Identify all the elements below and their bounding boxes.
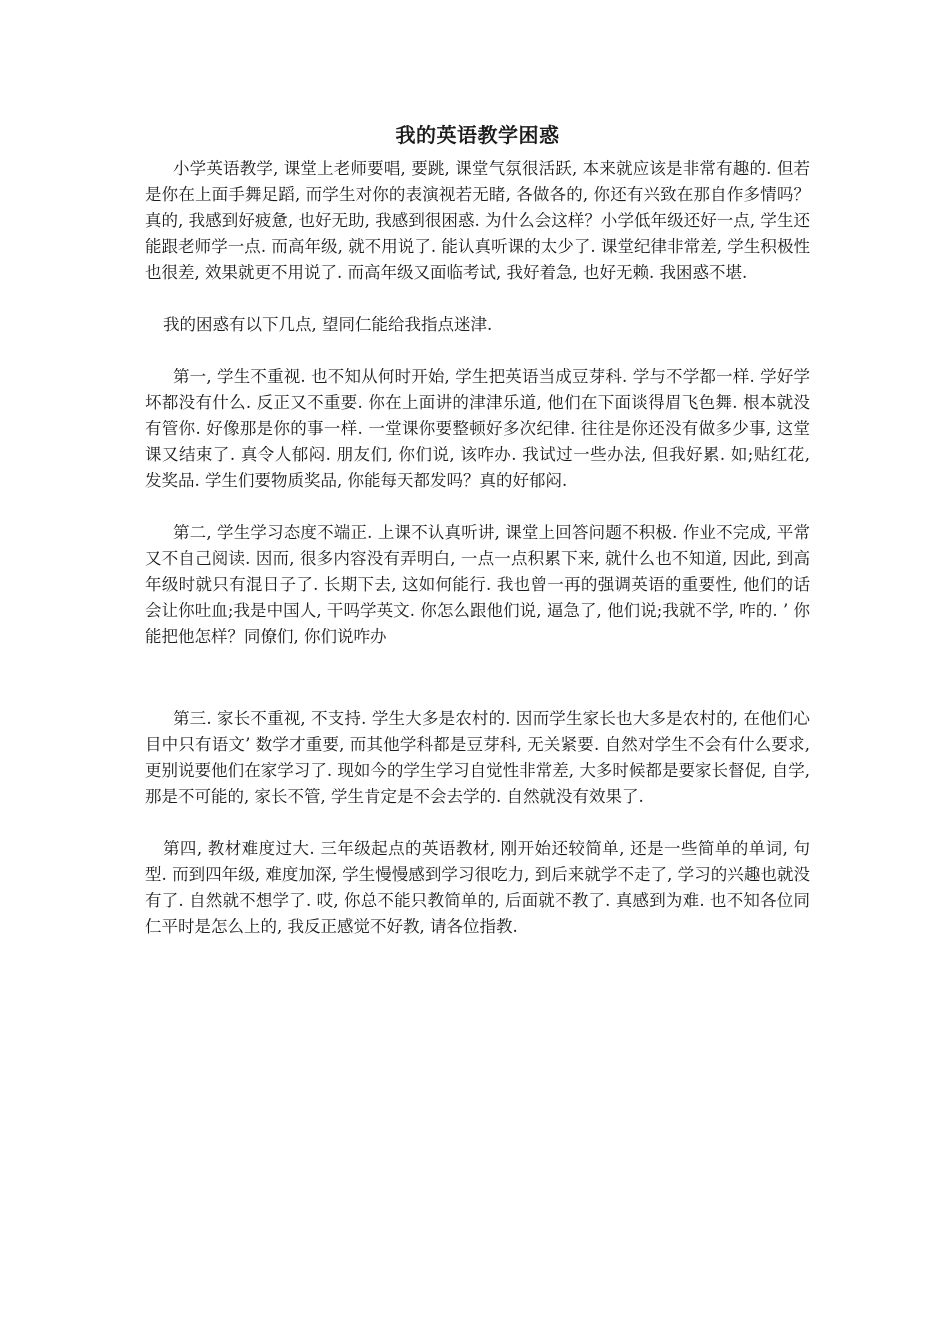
paragraph-point-four: 第四, 教材难度过大. 三年级起点的英语教材, 刚开始还较简单, 还是一些简单的单词, 句型. 而到四年级, 难度加深, 学生慢慢感到学习很吃力, 到后来就学不走了, 学习的兴趣也就没有了. 自然就不想学了. 哎, 你总不能只教简单的, 后面就不教了. 真感到为难. 也不知各位同仁平时是怎么上的, 我反正感觉不好教, 请各位指教. bbox=[145, 839, 810, 936]
paragraph-point-three: 第三. 家长不重视, 不支持. 学生大多是农村的. 因而学生家长也大多是农村的, 在他们心目中只有语文’ 数学才重要, 而其他学科都是豆芽科, 无关紧要. 自然对学生不会有什么要求, 更别说要他们在家学习了. 现如今的学生学习自觉性非常差, 大多时候都是要家长督促, 自学, 那是不可能的, 家长不管, 学生肯定是不会去学的. 自然就没有效果了. bbox=[145, 709, 810, 806]
document-title: 我的英语教学困惑 bbox=[395, 123, 560, 147]
paragraph-point-one: 第一, 学生不重视. 也不知从何时开始, 学生把英语当成豆芽科. 学与不学都一样. 学好学坏都没有什么. 反正又不重要. 你在上面讲的津津乐道, 他们在下面谈得眉飞色舞. 根本就没有管你. 好像那是你的事一样. 一堂课你要整顿好多次纪律. 往往是你还没有做多少事, 这堂课又结束了. 真令人郁闷. 朋友们, 你们说, 该咋办. 我试过一些办法, 但我好累. 如;贴红花, 发奖品. 学生们要物质奖品, 你能每天都发吗？真的好郁闷. bbox=[145, 367, 810, 490]
document-page bbox=[145, 118, 810, 940]
paragraph-point-two: 第二, 学生学习态度不端正. 上课不认真听讲, 课堂上回答问题不积极. 作业不完成, 平常又不自己阅读. 因而, 很多内容没有弄明白, 一点一点积累下来, 就什么也不知道, 因此, 到高年级时就只有混日子了. 长期下去, 这如何能行. 我也曾一再的强调英语的重要性, 他们的话会让你吐血;我是中国人, 干吗学英文. 你怎么跟他们说, 逼急了, 他们说;我就不学, 咋的. ’ 你能把他怎样？同僚们, 你们说咋办 bbox=[145, 523, 810, 646]
paragraph-confusion-list: 我的困惑有以下几点, 望同仁能给我指点迷津. bbox=[163, 315, 493, 334]
paragraph-intro: 小学英语教学, 课堂上老师要唱, 要跳, 课堂气氛很活跃, 本来就应该是非常有趣的. 但若是你在上面手舞足蹈, 而学生对你的表演视若无睹, 各做各的, 你还有兴致在那自作多情吗？真的, 我感到好疲惫, 也好无助, 我感到很困惑. 为什么会这样？小学低年级还好一点, 学生还能跟老师学一点. 而高年级, 就不用说了. 能认真听课的太少了. 课堂纪律非常差, 学生积极性也很差, 效果就更不用说了. 而高年级又面临考试, 我好着急, 也好无赖. 我困惑不堪. bbox=[145, 159, 810, 282]
